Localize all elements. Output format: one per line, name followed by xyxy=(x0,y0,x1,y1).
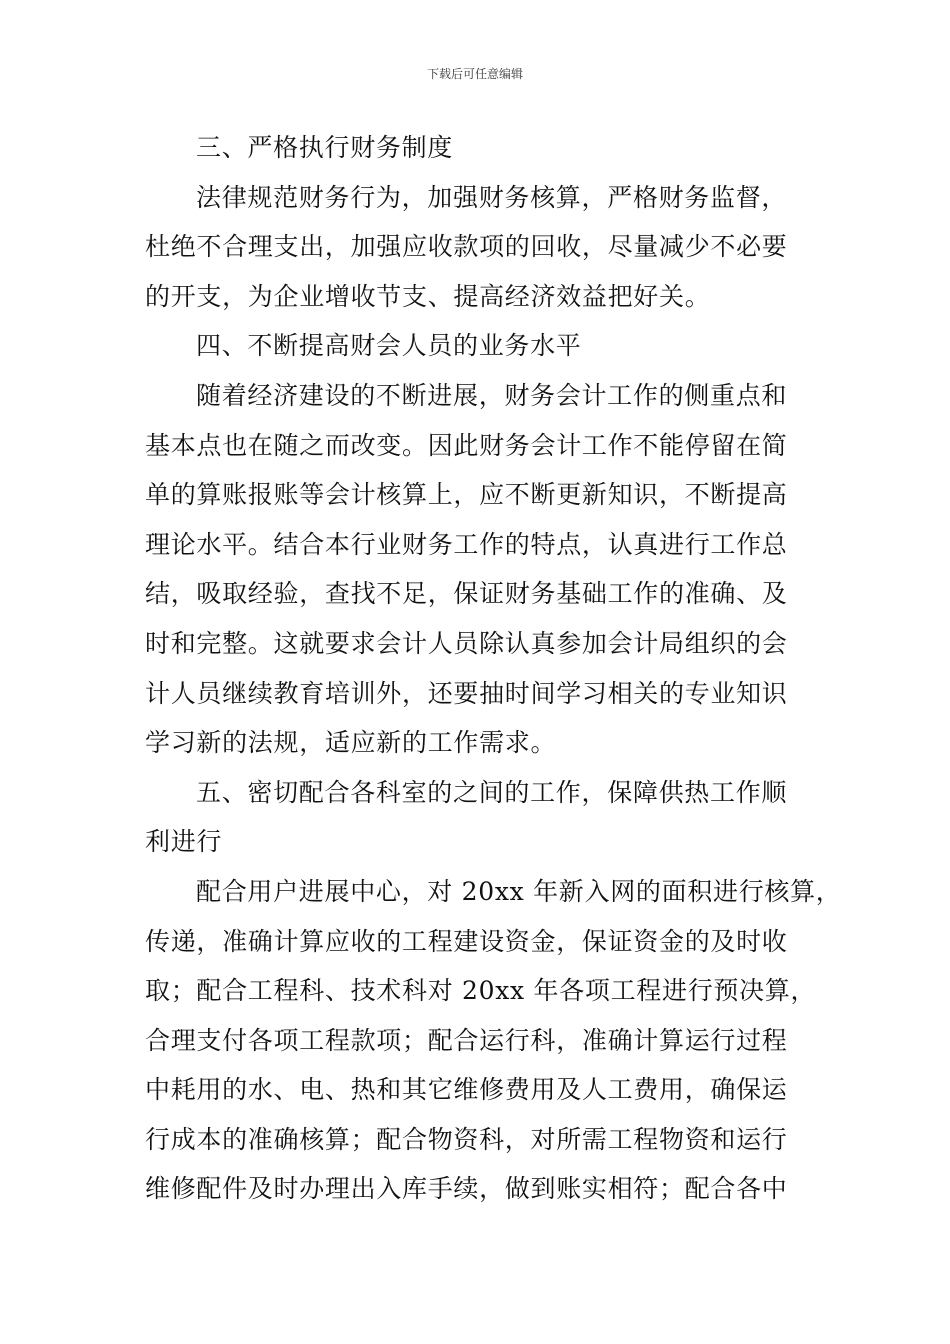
text-line: 取；配合工程科、技术科对 20xx 年各项工程进行预决算， xyxy=(145,976,817,1006)
page-header: 下载后可任意编辑 xyxy=(426,67,523,81)
text-line: 行成本的准确核算；配合物资科，对所需工程物资和运行 xyxy=(145,1124,788,1154)
text-line: 的开支，为企业增收节支、提高经济效益把好关。 xyxy=(145,281,711,311)
text-line: 五、密切配合各科室的之间的工作，保障供热工作顺 xyxy=(196,777,788,807)
text-line: 基本点也在随之而改变。因此财务会计工作不能停留在简 xyxy=(145,430,788,460)
text-line: 配合用户进展中心，对 20xx 年新入网的面积进行核算， xyxy=(196,876,842,906)
text-line: 随着经济建设的不断进展，财务会计工作的侧重点和 xyxy=(196,380,788,410)
text-line: 法律规范财务行为，加强财务核算，严格财务监督， xyxy=(196,182,788,212)
text-line: 中耗用的水、电、热和其它维修费用及人工费用，确保运 xyxy=(145,1075,788,1105)
text-line: 结，吸取经验，查找不足，保证财务基础工作的准确、及 xyxy=(145,579,788,609)
text-line: 杜绝不合理支出，加强应收款项的回收，尽量减少不必要 xyxy=(145,232,788,262)
text-line: 利进行 xyxy=(145,827,223,857)
text-line: 学习新的法规，适应新的工作需求。 xyxy=(145,728,557,758)
text-line: 理论水平。结合本行业财务工作的特点，认真进行工作总 xyxy=(145,529,788,559)
text-line: 计人员继续教育培训外，还要抽时间学习相关的专业知识 xyxy=(145,678,788,708)
text-line: 传递，准确计算应收的工程建设资金，保证资金的及时收 xyxy=(145,926,788,956)
text-line: 维修配件及时办理出入库手续，做到账实相符；配合各中 xyxy=(145,1174,788,1204)
text-line: 三、严格执行财务制度 xyxy=(196,133,454,162)
document-body xyxy=(145,123,842,1214)
text-line: 单的算账报账等会计核算上，应不断更新知识，不断提高 xyxy=(145,480,788,510)
text-line: 时和完整。这就要求会计人员除认真参加会计局组织的会 xyxy=(145,628,788,658)
text-line: 合理支付各项工程款项；配合运行科，准确计算运行过程 xyxy=(145,1025,788,1055)
text-line: 四、不断提高财会人员的业务水平 xyxy=(196,331,582,361)
